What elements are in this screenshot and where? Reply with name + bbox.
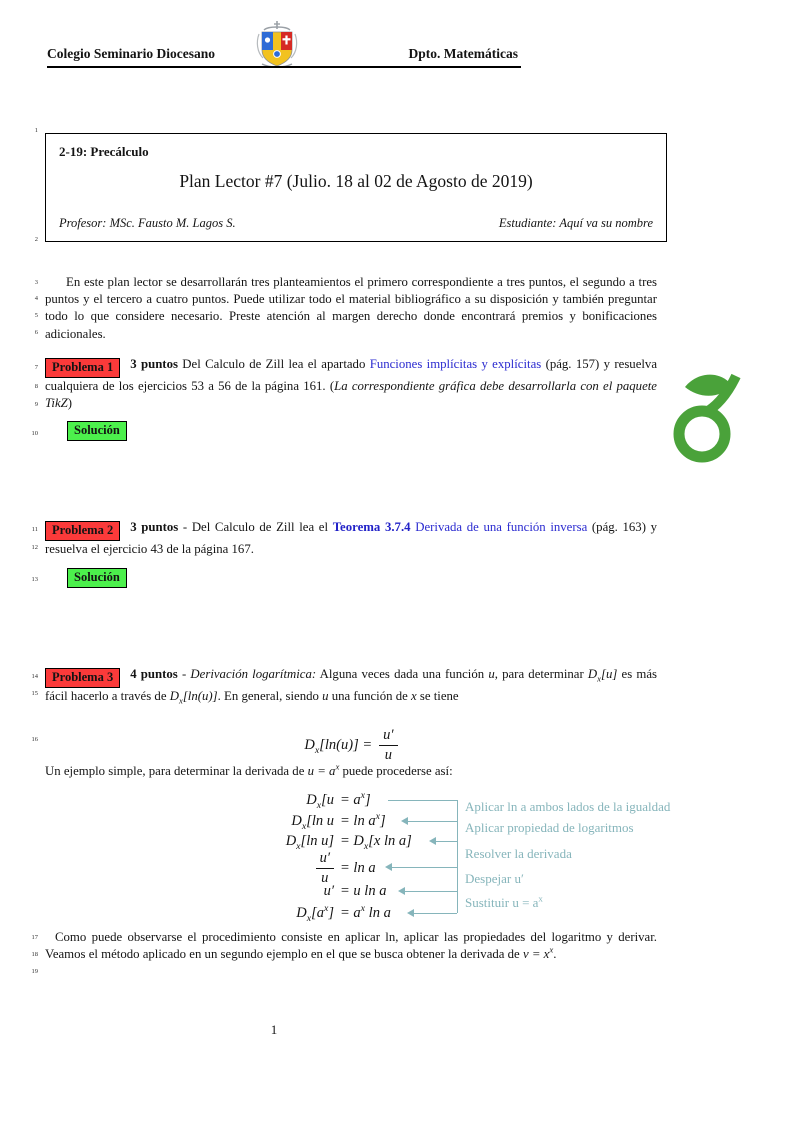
text-segment: . En general, siendo: [217, 689, 323, 703]
step-annotation-4: Despejar u′: [465, 871, 524, 886]
derivation-equation-3: $D_x[\ln$ u] = $D_x[x$ ln a]: [285, 833, 412, 852]
connector-line: [414, 913, 457, 914]
problem-3-body: [45, 667, 657, 706]
text-segment: es más fácil hacerlo a través de: [45, 667, 657, 703]
text-segment: puede procederse así:: [339, 764, 453, 778]
margin-line-number: 13: [31, 576, 38, 583]
text-segment: 4 puntos: [130, 667, 178, 681]
margin-line-number: 8: [34, 383, 38, 390]
text-segment: una función de: [328, 689, 411, 703]
equation-fraction: [379, 727, 397, 764]
text-segment: Como puede observarse el procedimiento consiste en aplicar ln, aplicar las propiedades del logaritmo y derivar. Veamos el método aplicado en un segundo ejemplo en el que se busca obtener la derivada de: [45, 930, 657, 962]
margin-line-number: 17: [31, 934, 38, 941]
text-segment: -: [177, 667, 191, 681]
course-label: 2-19: Precálculo: [59, 144, 149, 159]
connector-line: [405, 891, 457, 892]
text-segment: 3 puntos: [130, 520, 179, 534]
text-segment: x: [411, 689, 417, 703]
page-number: 1: [270, 1022, 278, 1037]
text-segment: $D_x[u]$: [587, 667, 618, 684]
closing-paragraph: [45, 929, 657, 963]
school-name: Colegio Seminario Diocesano: [47, 46, 215, 61]
derivation-equation-4: $\frac{u'}{u}$ = ln a: [94, 850, 376, 887]
text-segment: .: [553, 947, 557, 962]
text-segment: La correspondiente gráfica debe desarrollarla con el paquete TikZ: [45, 379, 657, 411]
margin-line-number: 11: [31, 526, 38, 533]
margin-line-number: 1: [34, 127, 38, 134]
title-box: [45, 133, 667, 242]
leaf-bonus-icon: [672, 372, 742, 464]
connector-line: [436, 841, 457, 842]
margin-line-number: 10: [31, 430, 38, 437]
step-annotation-3: Resolver la derivada: [465, 846, 572, 861]
left-arrow-icon: [429, 837, 436, 845]
text-segment: Del Calculo de Zill lea el apartado: [177, 357, 370, 371]
solution-2-badge: Solución: [67, 568, 127, 588]
header-rule: [47, 66, 521, 68]
text-segment: Un ejemplo simple, para determinar la derivada de: [45, 764, 308, 778]
step-annotation-1: Aplicar ln a ambos lados de la igualdad: [465, 799, 671, 814]
margin-line-number: 9: [34, 401, 38, 408]
margin-line-number: 18: [31, 951, 38, 958]
text-segment: $D_x[\ln(u)]$: [169, 689, 218, 706]
margin-line-number: 14: [31, 673, 38, 680]
left-arrow-icon: [401, 817, 408, 825]
text-segment: Alguna veces dada una función: [316, 667, 489, 681]
margin-line-number: 2: [34, 236, 38, 243]
problem-1-badge: Problema 1: [45, 358, 120, 378]
margin-line-number: 4: [34, 295, 38, 302]
left-arrow-icon: [407, 909, 414, 917]
connector-line: [392, 867, 457, 868]
connector-line: [408, 821, 457, 822]
text-segment: Derivación logarítmica:: [190, 667, 317, 681]
text-segment: (pág. 157) y resuelva cualquiera de los ejercicios 53 a 56 de la página 161. (: [45, 357, 658, 393]
text-segment: 3 puntos: [130, 357, 178, 371]
margin-line-number: 19: [31, 968, 38, 975]
page-title: Plan Lector #7 (Julio. 18 al 02 de Agosto de 2019): [179, 171, 533, 191]
margin-line-number: 3: [34, 279, 38, 286]
text-segment: u: [488, 667, 495, 681]
fraction-numerator: u′: [379, 727, 397, 746]
step-annotation-5: Sustituir $u = a^x$: [465, 893, 543, 910]
inline-link[interactable]: Derivada de una función inversa: [410, 520, 588, 534]
annotation-rail-line: [457, 800, 458, 913]
margin-line-number: 16: [31, 736, 38, 743]
connector-line: [388, 800, 457, 801]
inline-link[interactable]: Funciones implícitas y explícitas: [369, 357, 542, 371]
text-segment: $u = a^x$: [307, 761, 340, 778]
derivation-equation-2: $D_x[\ln$ u = $\ln a^x$]: [291, 811, 386, 832]
intro-paragraph: En este plan lector se desarrollarán tres planteamientos el primero correspondiente a tres puntos, el segundo a tres puntos y el tercero a cuatro puntos. Puede utilizar todo el material bibliográfico a su disposición y también preguntar todo lo que considere necesario. Preste atención al margen derecho donde encontrará premios y bonificaciones adicionales.: [45, 275, 657, 341]
problem-3-badge: Problema 3: [45, 668, 120, 688]
problem-1-body: [45, 357, 657, 410]
example-intro: [45, 763, 657, 780]
left-arrow-icon: [385, 863, 392, 871]
derivation-equation-6: $D_x[a^x]$ = $a^x$ ln a: [296, 903, 391, 924]
professor-name: Profesor: MSc. Fausto M. Lagos S.: [59, 216, 236, 230]
department-name: Dpto. Matemáticas: [408, 46, 518, 61]
text-segment: u: [322, 689, 329, 703]
margin-line-number: 6: [34, 329, 38, 336]
equation-lhs: $D_x[\ln(u)]$ =: [304, 737, 373, 756]
text-segment: $v = x^x$: [522, 944, 554, 962]
derivation-equation-1: $D_x[u$ = $a^x$]: [306, 790, 371, 811]
problem-2-badge: Problema 2: [45, 521, 120, 541]
text-segment: (pág. 163) y resuelva el ejercicio 43 de la página 167.: [45, 520, 658, 556]
left-arrow-icon: [398, 887, 405, 895]
margin-line-number: 15: [31, 690, 38, 697]
solution-1-badge: Solución: [67, 421, 127, 441]
problem-1: [45, 356, 657, 412]
margin-line-number: 7: [34, 364, 38, 371]
margin-line-number: 12: [31, 544, 38, 551]
text-segment: , para determinar: [494, 667, 588, 681]
text-segment: se tiene: [416, 689, 459, 703]
problem-2-body: [45, 520, 657, 556]
margin-line-number: 5: [34, 312, 38, 319]
display-equation: [45, 727, 657, 764]
derivation-equation-5: u′ = u ln a: [323, 883, 387, 899]
step-annotation-2: Aplicar propiedad de logaritmos: [465, 820, 634, 835]
school-crest-icon: [254, 20, 300, 68]
fraction-denominator: u: [384, 747, 392, 763]
inline-link[interactable]: Teorema 3.7.4: [332, 520, 411, 534]
student-name-placeholder: Estudiante: Aquí va su nombre: [498, 216, 653, 230]
text-segment: ): [67, 396, 73, 411]
problem-3: [45, 666, 657, 705]
problem-2: [45, 519, 657, 558]
text-segment: - Del Calculo de Zill lea el: [178, 520, 333, 534]
